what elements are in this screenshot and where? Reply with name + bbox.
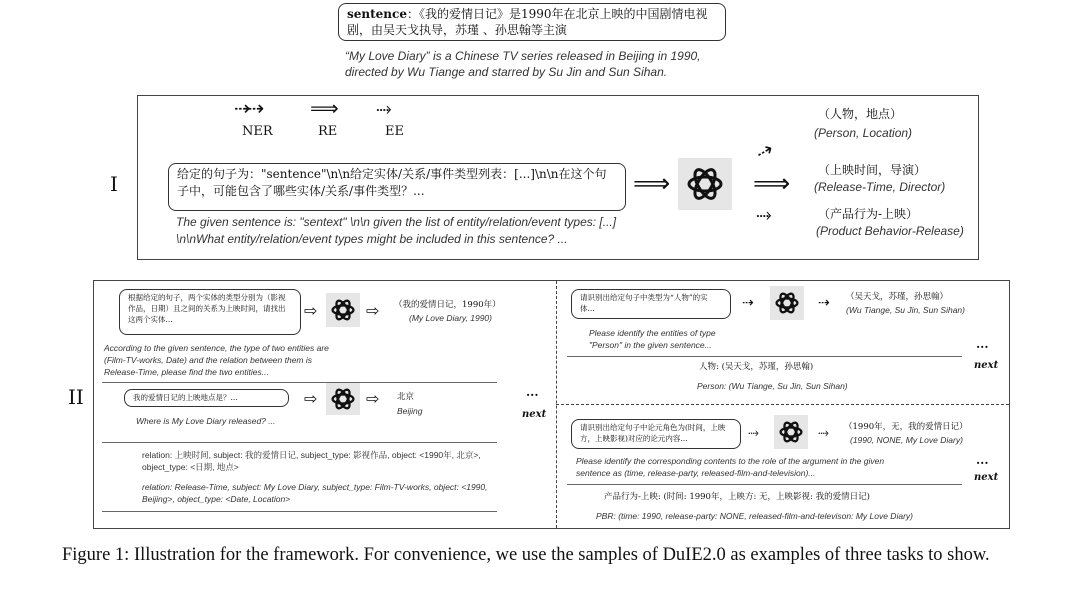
- re-out2-en: Beijing: [397, 406, 423, 416]
- ellipsis: ...: [976, 453, 989, 467]
- separator: [102, 442, 497, 443]
- ee-arrow-icon: ⤑: [756, 202, 772, 226]
- legend-ee: EE: [385, 124, 404, 139]
- separator: [102, 382, 497, 383]
- part1-prompt-box: 给定的句子为："sentence"\n\n给定实体/关系/事件类型列表：[...]\n\n在这个句子中，可能包含了哪些实体/关系/事件类型？...: [168, 163, 626, 211]
- ee-result-zh: 产品行为-上映: (时间: 1990年，上映方: 无，上映影视: 我的爱情日记): [604, 492, 870, 502]
- sentence-label: sentence: [347, 7, 407, 21]
- ner-out-en: (Wu Tiange, Su Jin, Sun Sihan): [846, 305, 965, 315]
- separator: [102, 511, 497, 512]
- re-arrow-icon: ⟹: [310, 96, 339, 120]
- re-prompt2-box: 我的爱情日记的上映地点是？...: [124, 389, 289, 407]
- arrow-icon: ⇨: [366, 301, 380, 320]
- ee-prompt-en: Please identify the corresponding contents to the role of the argument in the given sentence as (time, release-party, released-film-and-television)...: [576, 456, 885, 478]
- re-out2-zh: 北京: [397, 392, 415, 402]
- ner-result-en: Person: (Wu Tiange, Su Jin, Sun Sihan): [697, 381, 848, 391]
- chatgpt-logo-icon: [678, 158, 732, 210]
- next-label: next: [974, 360, 999, 371]
- re-result-zh: relation: 上映时间, subject: 我的爱情日记, subject_type: 影视作品, object: <1990年, 北京>, object_type: <日期, 地点>: [142, 450, 481, 472]
- ee-out-en: (1990, NONE, My Love Diary): [850, 435, 963, 445]
- ee-arrow-icon: ⤑: [376, 96, 392, 120]
- output-ner-en: (Person, Location): [814, 126, 913, 140]
- legend-ner: NER: [242, 124, 273, 139]
- re-prompt2-en: Where is My Love Diary released? ...: [136, 416, 276, 426]
- part2-frame: [93, 280, 1010, 529]
- chatgpt-logo-icon: [326, 383, 360, 415]
- sentence-text: ：《我的爱情日记》是1990年在北京上映的中国剧情电视剧，由吴天戈执导，苏瑾 、孙思翰等主演: [347, 7, 708, 37]
- chatgpt-logo-icon: [774, 415, 808, 449]
- ellipsis: ...: [976, 337, 989, 351]
- ner-prompt-box: 请识别出给定句子中类型为“人物”的实体...: [571, 289, 731, 319]
- arrow-icon: ⇨: [304, 301, 318, 320]
- sentence-english: “My Love Diary” is a Chinese TV series released in Beijing in 1990, directed by Wu Tiange and starred by Su Jin and Sun Sihan.: [345, 49, 701, 79]
- output-re-en: (Release-Time, Director): [814, 180, 946, 194]
- ner-prompt-en: Please identify the entities of type "Person" in the given sentence...: [589, 328, 716, 350]
- output-ee-zh: （产品行为-上映）: [818, 207, 919, 221]
- ellipsis: ...: [526, 385, 539, 399]
- ner-arrow-icon: ⇢: [751, 136, 778, 166]
- part1-frame: [137, 95, 979, 260]
- ner-arrow-icon: ⇢: [818, 295, 830, 311]
- ner-arrow-icon: ⇢: [742, 295, 754, 311]
- ee-out-zh: （1990年，无，我的爱情日记）: [844, 422, 968, 432]
- ner-out-zh: （吴天戈，苏瑾，孙思翰）: [846, 292, 949, 302]
- arrow-icon: ⇨: [366, 389, 380, 408]
- ner-arrow-icon: ⇢⇢: [234, 96, 262, 120]
- separator: [567, 484, 962, 485]
- arrow-icon: ⟹: [633, 169, 671, 199]
- sentence-box: [338, 3, 726, 41]
- figure-caption: Figure 1: Illustration for the framework. For convenience, we use the samples of DuIE2.0 as examples of three tasks to show.: [62, 545, 990, 565]
- arrow-icon: ⟹: [753, 169, 791, 199]
- part2-numeral: II: [68, 385, 84, 409]
- re-out1-zh: （我的爱情日记，1990年）: [394, 300, 501, 310]
- ee-prompt-box: 请识别出给定句子中论元角色为(时间，上映方，上映影视)对应的论元内容...: [571, 419, 741, 449]
- chatgpt-logo-icon: [770, 286, 804, 320]
- output-ee-en: (Product Behavior-Release): [816, 224, 964, 238]
- divider: [556, 404, 1009, 405]
- part1-prompt-english: The given sentence is: "sentext" \n\n given the list of entity/relation/event types: [...] \n\nWhat entity/relation/event types might be included in this sentence? ...: [176, 215, 617, 246]
- next-label: next: [974, 472, 999, 483]
- re-out1-en: (My Love Diary, 1990): [409, 313, 492, 323]
- re-result-en: relation: Release-Time, subject: My Love Diary, subject_type: Film-TV-works, object: <1990, Beijing>, object_type: <Date, Location>: [142, 482, 488, 504]
- next-label: next: [522, 409, 547, 420]
- separator: [567, 356, 962, 357]
- ee-arrow-icon: ⤑: [748, 425, 760, 441]
- output-re-zh: （上映时间，导演）: [818, 163, 927, 177]
- re-prompt1-en: According to the given sentence, the type of two entities are (Film-TV-works, Date) and the relation between them is Release-Time, please find the two entities...: [104, 343, 329, 377]
- legend-re: RE: [318, 124, 338, 139]
- part1-numeral: I: [110, 172, 118, 196]
- ee-arrow-icon: ⤑: [818, 425, 830, 441]
- arrow-icon: ⇨: [304, 389, 318, 408]
- chatgpt-logo-icon: [326, 293, 360, 327]
- ner-result-zh: 人物: (吴天戈，苏瑾，孙思翰): [699, 362, 814, 372]
- output-ner-zh: （人物，地点）: [818, 107, 903, 121]
- ee-result-en: PBR: (time: 1990, release-party: NONE, released-film-and-televison: My Love Diary): [596, 511, 913, 521]
- re-prompt1-box: 根据给定的句子，两个实体的类型分别为（影视作品，日期）且之间的关系为上映时间，请找出这两个实体...: [119, 289, 301, 335]
